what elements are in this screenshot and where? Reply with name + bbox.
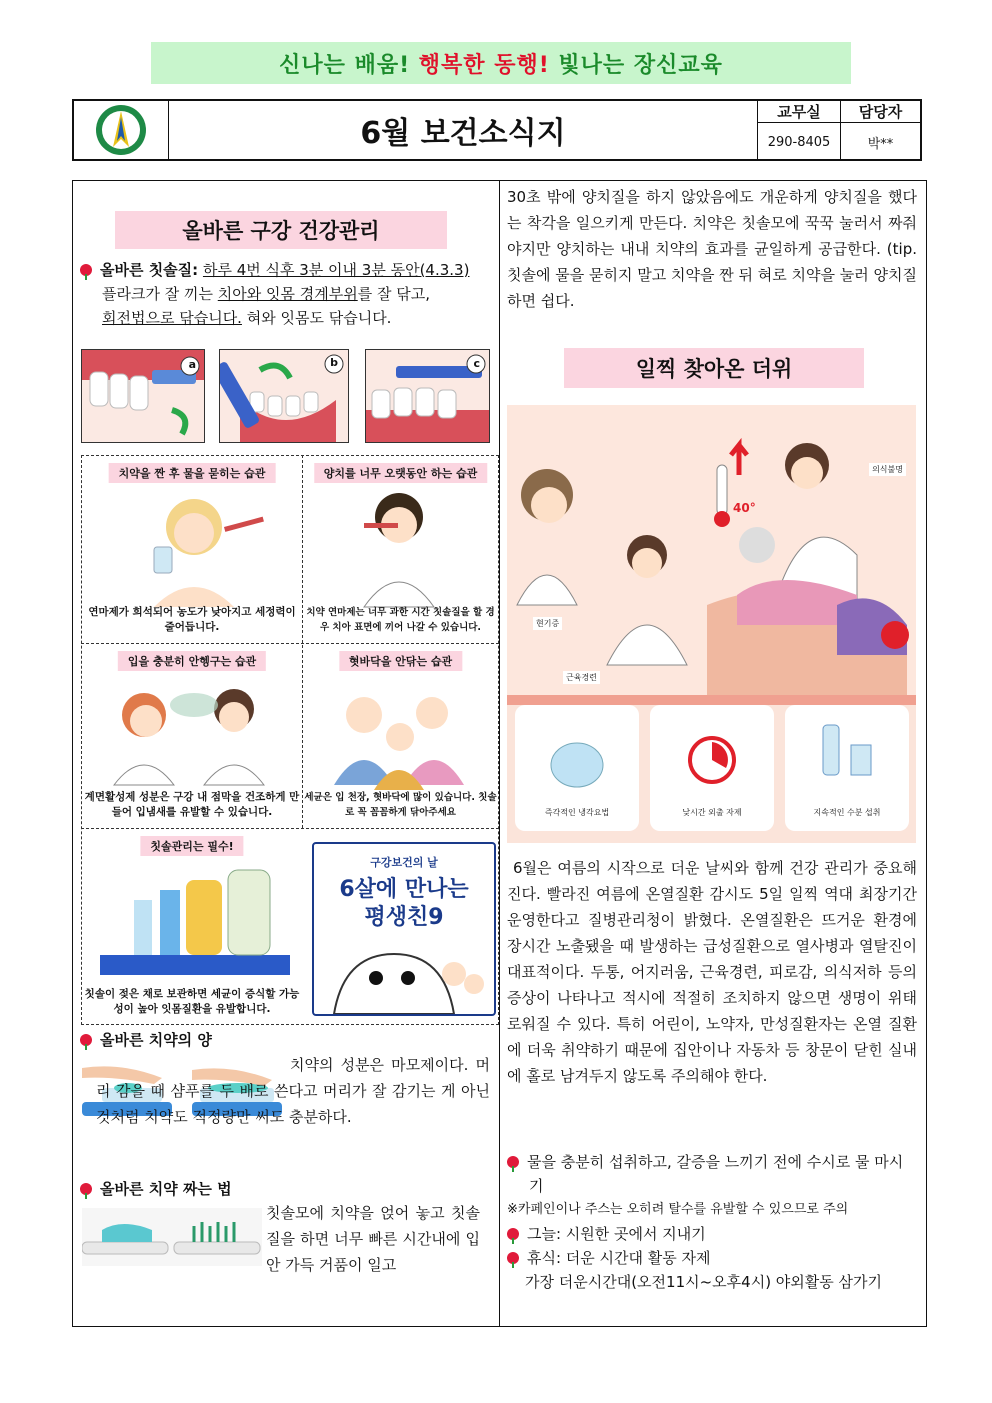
manager-name: 박** xyxy=(840,123,920,161)
tip-rest xyxy=(507,1246,917,1270)
brushing-step-c-image xyxy=(365,349,490,443)
brushing-text-3: 를 잘 닦고, xyxy=(357,285,430,303)
office-phone: 290-8405 xyxy=(767,134,831,150)
brushing-step-b-image xyxy=(219,349,349,443)
toothpaste-squeeze-heading xyxy=(80,1177,232,1201)
column-divider xyxy=(499,180,500,1327)
tip-cooling-label: 즉각적인 냉각요법 xyxy=(544,808,610,817)
habit-panel-wet-toothpaste xyxy=(84,457,300,641)
flower-bullet-icon xyxy=(80,264,92,276)
motto-part-2: 행복한 동행! xyxy=(418,52,550,78)
tip-rest-text: 휴식: 더운 시간대 활동 자제 xyxy=(527,1249,711,1267)
habit-panel-caption: 치약 연마제는 너무 과한 시간 칫솔질을 할 경우 치아 표면에 끼어 나갈 수 있습니다. xyxy=(306,607,495,633)
habit-panel-title: 치약을 짠 후 물을 묻히는 습관 xyxy=(109,463,276,483)
school-motto-banner xyxy=(151,42,851,84)
heat-illness-text: 6월은 여름의 시작으로 더운 날씨와 함께 건강 관리가 중요해진다. 빨라진 여름에 온열질환 감시도 5일 일찍 역대 최장기간 운영한다고 질병관리청이 밝혔다. 온열질환은 뜨거운 환경에 장시간 노출됐을 때 발생하는 급성질환으로 열사병과 열탈진이 대표적이다. 두통, 어지러움, 근육경련, 피로감, 의식저하 등의 증상이 나타나고 적시에 적절히 조치하지 않으면 생명이 위태로워질 수 있다. 특히 어린이, 노약자, 만성질환자는 온열 질환에 더욱 취약하기 때문에 집안이나 자동차 등 창문이 닫힌 실내에 홀로 남겨두지 않도록 주의해야 한다. xyxy=(507,859,917,1085)
panel-col-divider xyxy=(302,455,303,828)
card-line-1: 6살에 만나는 xyxy=(339,877,469,902)
newsletter-header xyxy=(72,99,922,161)
brushing-text-1: 플라크가 잘 끼는 xyxy=(102,285,213,303)
tip-avoid-outing-label: 낮시간 외출 자제 xyxy=(682,808,742,817)
panel-row-divider-1 xyxy=(81,643,499,644)
brushing-text-5: 혀와 잇몸도 닦습니다. xyxy=(246,309,392,327)
oral-health-day-card xyxy=(312,842,496,1016)
toothpaste-amount-label: 올바른 치약의 양 xyxy=(100,1031,212,1049)
tip-shade xyxy=(507,1222,917,1246)
toothpaste-amount-heading xyxy=(80,1028,212,1052)
brushing-step-a-image xyxy=(81,349,205,443)
step-b-label: b xyxy=(330,356,338,369)
contact-table xyxy=(758,101,920,159)
habit-panel-long-brushing xyxy=(304,457,497,641)
tip-water-text: 물을 충분히 섭취하고, 갈증을 느끼기 전에 수시로 물 마시기 xyxy=(527,1153,904,1195)
toothpaste-squeeze-label: 올바른 치약 짜는 법 xyxy=(100,1180,232,1198)
tip-caffeine-note: ※카페인이나 주스는 오히려 탈수를 유발할 수 있으므로 주의 xyxy=(507,1202,849,1217)
habit-panel-caption: 칫솔이 젖은 채로 보관하면 세균이 증식할 가능성이 높아 잇몸질환을 유발합니다. xyxy=(84,988,300,1015)
brushing-text-2: 치아와 잇몸 경계부위 xyxy=(217,285,358,303)
motto-part-1: 신나는 배움! xyxy=(279,52,411,78)
toothpaste-squeeze-image xyxy=(82,1208,262,1266)
habit-panel-title: 입을 충분히 안헹구는 습관 xyxy=(118,651,266,671)
symptom-cramp-label: 근육경련 xyxy=(563,671,600,684)
office-label: 교무실 xyxy=(758,101,840,123)
heat-illness-illustration xyxy=(507,405,916,843)
school-emblem-icon xyxy=(94,103,148,157)
habit-panel-title: 혓바닥을 안닦는 습관 xyxy=(339,651,462,671)
habit-panel-brush-care xyxy=(84,830,300,1023)
tip-shade-text: 그늘: 시원한 곳에서 지내기 xyxy=(527,1225,706,1243)
tip-water xyxy=(507,1150,917,1198)
habit-panel-caption: 연마제가 희석되어 농도가 낮아지고 세정력이 줄어듭니다. xyxy=(88,606,296,633)
tip-hydration-label: 지속적인 수분 섭취 xyxy=(813,808,881,817)
symptom-dizzy-label: 현기증 xyxy=(533,617,562,630)
heat-section-title: 일찍 찾아온 더위 xyxy=(564,348,864,388)
symptom-faint-label: 의식불명 xyxy=(869,463,906,476)
card-subtitle: 구강보건의 날 xyxy=(370,856,438,869)
panel-row-divider-2 xyxy=(81,828,499,829)
motto-part-3: 빛나는 장신교육 xyxy=(558,52,723,78)
habit-panel-caption: 세균은 입 천장, 혓바닥에 많이 있습니다. 칫솔로 꼭 꼼꼼하게 닦아주세요 xyxy=(304,792,497,818)
flower-bullet-icon xyxy=(80,1034,92,1046)
manager-label: 담당자 xyxy=(840,101,920,123)
flower-bullet-icon xyxy=(507,1156,519,1168)
heat-tips-list xyxy=(507,1150,917,1294)
toothpaste-amount-text: 치약의 성분은 마모제이다. 머리 감을 때 샴푸를 두 배로 쓴다고 머리가 잘 감기는 게 아닌 것처럼 치약도 적정량만 써도 충분하다. xyxy=(96,1056,490,1126)
habit-panel-title: 칫솔관리는 필수! xyxy=(140,836,243,856)
step-c-label: c xyxy=(473,357,480,370)
brushing-guide xyxy=(80,258,480,330)
flower-bullet-icon xyxy=(80,1183,92,1195)
brushing-rule: 하루 4번 식후 3분 이내 3분 동안(4.3.3) xyxy=(202,261,470,279)
school-logo xyxy=(74,101,169,159)
tip-rest-note: 가장 더운시간대(오전11시~오후4시) 야외활동 삼가기 xyxy=(525,1273,883,1291)
flower-bullet-icon xyxy=(507,1252,519,1264)
brushing-label: 올바른 칫솔질: xyxy=(100,261,199,279)
habit-panel-tongue xyxy=(304,645,497,826)
habit-panel-rinse xyxy=(84,645,300,826)
flower-bullet-icon xyxy=(507,1228,519,1240)
toothpaste-squeeze-text: 칫솔모에 치약을 얹어 놓고 칫솔질을 하면 너무 빠른 시간내에 입안 가득 거품이 일고 xyxy=(266,1204,480,1274)
oral-health-section-title: 올바른 구강 건강관리 xyxy=(115,211,447,249)
card-line-2: 평생친9 xyxy=(364,905,444,930)
toothpaste-continued-text: 30초 밖에 양치질을 하지 않았음에도 개운하게 양치질을 했다는 착각을 일으키게 만든다. 치약은 칫솔모에 꾹꾹 눌러서 짜줘야지만 양치하는 내내 치약의 효과를 균일하게 공급한다. (tip. 칫솔에 물을 묻히지 말고 치약을 짠 뒤 혀로 치약을 눌러 양치질하면 쉽다. xyxy=(507,188,917,310)
temperature-label: 40° xyxy=(733,501,756,515)
habit-panel-caption: 계면활성제 성분은 구강 내 점막을 건조하게 만들어 입냄새를 유발할 수 있습니다. xyxy=(84,791,300,818)
page-title: 6월 보건소식지 xyxy=(169,101,758,159)
step-a-label: a xyxy=(188,358,196,371)
habit-panel-title: 양치를 너무 오랫동안 하는 습관 xyxy=(314,463,487,483)
brushing-text-4: 회전법으로 닦습니다. xyxy=(102,309,242,327)
